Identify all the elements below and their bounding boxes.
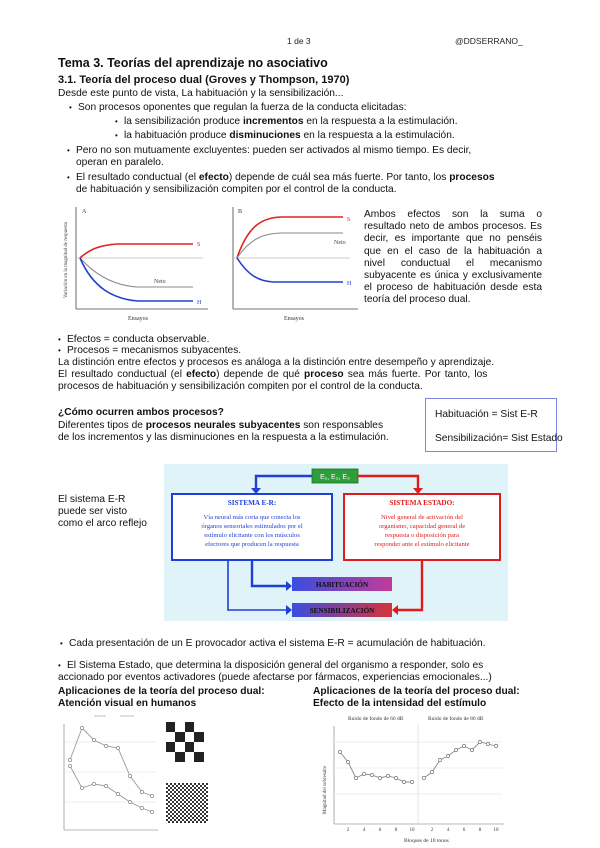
distinction-text: La distinción entre efectos y procesos es análoga a la distinción entre desempeño y aprendizaje. [58, 357, 495, 368]
panel-b-sensitization-curve [237, 217, 343, 258]
label-80db: Ruido de fondo de 80 dB [428, 716, 484, 722]
checkerboard-small-icon [166, 783, 208, 823]
habituation-label: HABITUACIÓN [315, 581, 369, 589]
panel-b-label: B [238, 209, 243, 215]
state-line-4: responder ante el estímulo elicitante [374, 541, 470, 548]
page-number: 1 de 3 [287, 36, 311, 46]
er-note-1: El sistema E-R [58, 494, 126, 505]
bullet-processes: • Procesos = mecanismos subyacentes. [67, 345, 241, 358]
er-line-3: estímulo elicitante con los músculos [204, 532, 300, 539]
panel-b-xlabel: Ensayos [284, 316, 304, 322]
panel-a [64, 207, 208, 322]
er-line-4: efectores que producen la respuesta [205, 541, 299, 548]
state-line-2: organismo, capacidad general de [378, 523, 466, 530]
neural-processes-text: Diferentes tipos de procesos neurales subyacentes son responsables [58, 420, 384, 431]
sub-bullet-habituation: • la habituación produce disminuciones en la respuesta a la estimulación. [124, 130, 455, 143]
bullet-state-system-cont: accionado por eventos activadores (puede afectarse por fármacos, experiencias emocionales...) [58, 672, 492, 683]
figure-ylabel: Variación en la magnitud de respuesta [64, 222, 69, 298]
page-title: Tema 3. Teorías del aprendizaje no asociativo [58, 56, 328, 70]
startle-intensity-chart [318, 712, 506, 846]
series-80db [424, 742, 496, 778]
label-60db: Ruido de fondo de 60 dB [348, 716, 404, 722]
side-paragraph: Ambos efectos son la suma o resultado neto de ambos procesos. Es decir, es importante que no penséis que en el caso de la habituación a nivel conductual el mecanismo subyacente es única y exclusivamente el proceso de habituación desde esta teoría del proceso dual. [364, 209, 542, 306]
author-handle: @DDSERRANO_ [455, 36, 523, 46]
visual-attention-chart [58, 712, 163, 837]
dual-process-diagram [164, 464, 508, 621]
bullet-not-exclusive-cont: operan en paralelo. [76, 157, 164, 168]
dual-process-figure [58, 203, 360, 333]
app-right-heading-1: Aplicaciones de la teoría del proceso dual: [313, 686, 520, 697]
attention-series-complex [70, 728, 152, 796]
er-line-2: órganos sensoriales estimulados por el [201, 523, 303, 530]
er-line-1: Vía neural más corta que conecta los [203, 514, 301, 521]
series-60db [340, 752, 412, 782]
summary-habituation: Habituación = Sist E-R [435, 409, 538, 420]
xtick-9: 8 [478, 828, 482, 833]
how-heading: ¿Cómo ocurren ambos procesos? [58, 407, 224, 418]
startle-xlabel: Bloques de 10 tonos [404, 838, 449, 844]
panel-a-habituation-curve [80, 258, 193, 301]
xtick-6: 2 [430, 828, 434, 833]
panel-b-net-curve [237, 233, 343, 258]
xtick-3: 6 [378, 828, 382, 833]
startle-ylabel: Magnitud del sobresalto [323, 765, 328, 814]
app-right-heading-2: Efecto de la intensidad del estímulo [313, 698, 487, 709]
bullet-not-exclusive: • Pero no son mutuamente excluyentes: pueden ser activados al mismo tiempo. Es decir, [76, 145, 471, 158]
panel-a-neto-label: Neto [154, 279, 166, 285]
xtick-10: 10 [493, 828, 499, 833]
stimuli-label: E₁, E₂, E₃ [320, 474, 350, 481]
state-system-title: SISTEMA ESTADO: [389, 499, 455, 507]
xtick-7: 4 [446, 828, 450, 833]
panel-b-h-label: H [347, 281, 352, 287]
xtick-4: 8 [394, 828, 398, 833]
er-system-title: SISTEMA E-R: [227, 499, 277, 507]
panel-a-h-label: H [197, 300, 202, 306]
state-line-1: Nivel general de activación del [380, 514, 464, 521]
xtick-1: 2 [346, 828, 350, 833]
bullet-effects: • Efectos = conducta observable. [67, 334, 209, 347]
bullet-state-system: • El Sistema Estado, que determina la disposición general del organismo a responder, solo es [67, 660, 483, 673]
result-text-cont: procesos de habituación y sensibilización compiten por el control de la conducta. [58, 381, 423, 392]
panel-a-sensitization-curve [80, 244, 193, 258]
sub-bullet-sensitization: • la sensibilización produce incrementos en la respuesta a la estimulación. [124, 116, 458, 129]
bullet-behavioral-result: • El resultado conductual (el efecto) depende de cuál sea más fuerte. Por tanto, los procesos [76, 172, 495, 185]
panel-b [233, 207, 358, 322]
panel-a-s-label: S [197, 242, 201, 248]
bullet-opposing-processes: • Son procesos oponentes que regulan la fuerza de la conducta elicitadas: [78, 102, 407, 115]
app-left-heading-2: Atención visual en humanos [58, 698, 197, 709]
summary-sensitization: Sensibilización= Sist Estado [435, 433, 563, 444]
panel-b-s-label: S [347, 217, 351, 223]
panel-a-label: A [82, 209, 87, 215]
summary-box [425, 398, 563, 452]
xtick-8: 6 [462, 828, 466, 833]
sensitization-label: SENSIBILIZACIÓN [309, 607, 375, 615]
section-heading-dual-process: 3.1. Teoría del proceso dual (Groves y Thompson, 1970) [58, 74, 350, 86]
checkerboard-large-icon [166, 722, 204, 762]
er-note-3: como el arco reflejo [58, 518, 147, 529]
er-note-2: puede ser visto [58, 506, 128, 517]
panel-a-xlabel: Ensayos [128, 316, 148, 322]
xtick-5: 10 [409, 828, 415, 833]
xtick-2: 4 [362, 828, 366, 833]
result-text: El resultado conductual (el efecto) depende de qué proceso sea más fuerte. Por tanto, los [58, 369, 488, 380]
panel-b-habituation-curve [237, 258, 343, 282]
bullet-behavioral-result-cont: de habituación y sensibilización compiten por el control de la conducta. [76, 184, 397, 195]
panel-b-neto-label: Neto [334, 240, 346, 246]
bullet-er-activation: • Cada presentación de un E provocador activa el sistema E-R = acumulación de habituación. [69, 638, 486, 651]
intro-text: Desde este punto de vista, La habituación y la sensibilización... [58, 88, 344, 99]
state-line-3: respuesta o disposición para [384, 532, 460, 539]
neural-processes-text-cont: de los incrementos y las disminuciones en la respuesta a la estimulación. [58, 432, 389, 443]
app-left-heading-1: Aplicaciones de la teoría del proceso dual: [58, 686, 265, 697]
